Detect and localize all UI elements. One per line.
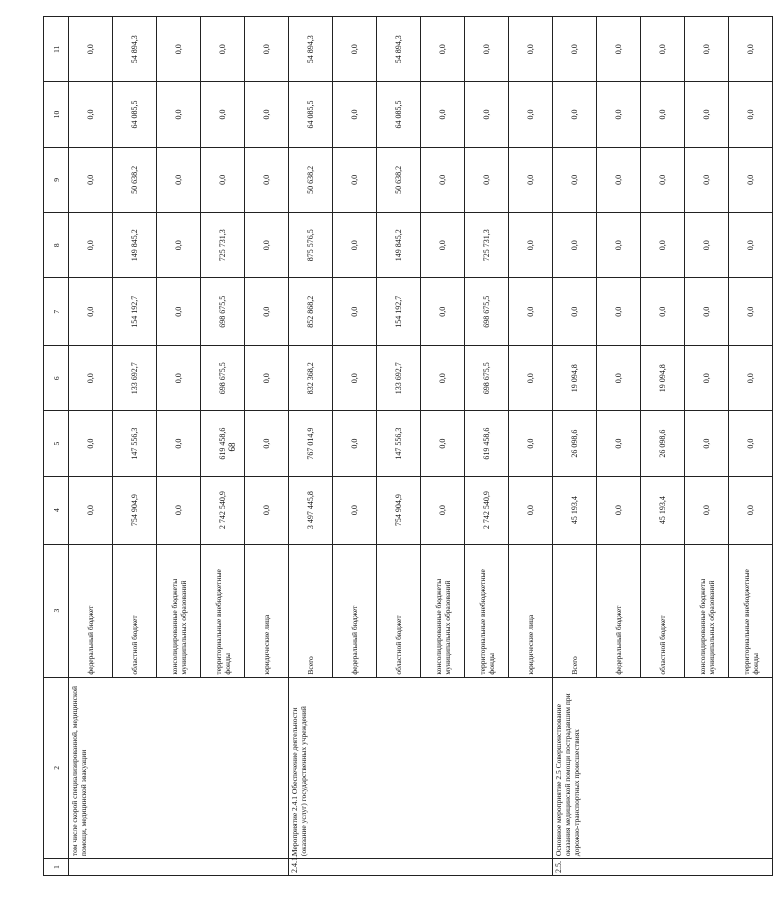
value-cell: 133 692,7	[377, 346, 421, 411]
value-cell: 0,0	[597, 213, 641, 278]
value-cell: 0,0	[245, 147, 289, 212]
value-cell: 0,0	[245, 82, 289, 147]
value-cell: 50 638,2	[113, 147, 157, 212]
value-cell: 0,0	[729, 278, 773, 346]
value-cell: 0,0	[201, 82, 245, 147]
value-cell: 0,0	[509, 476, 553, 544]
header-cell: 6	[44, 346, 69, 411]
value-cell: 0,0	[69, 147, 113, 212]
value-cell: 0,0	[685, 346, 729, 411]
value-cell: 26 098,6	[641, 411, 685, 476]
value-cell: 0,0	[553, 213, 597, 278]
value-cell: 0,0	[333, 476, 377, 544]
table-body	[69, 17, 773, 876]
value-cell: 698 675,5	[201, 346, 245, 411]
value-cell: 0,0	[201, 17, 245, 82]
value-cell: 147 556,3	[377, 411, 421, 476]
header-cell: 10	[44, 82, 69, 147]
value-cell: 0,0	[157, 147, 201, 212]
value-cell: 0,0	[597, 17, 641, 82]
value-cell: 0,0	[597, 411, 641, 476]
header-cell: 8	[44, 213, 69, 278]
value-cell: 0,0	[553, 278, 597, 346]
value-cell: 754 904,9	[113, 476, 157, 544]
value-cell: 725 731,3	[465, 213, 509, 278]
value-cell: 0,0	[157, 411, 201, 476]
value-cell: 45 193,4	[553, 476, 597, 544]
value-cell: 0,0	[333, 17, 377, 82]
value-cell: 0,0	[421, 278, 465, 346]
value-cell: 0,0	[157, 17, 201, 82]
value-cell: 0,0	[201, 147, 245, 212]
value-cell: 725 731,3	[201, 213, 245, 278]
funding-source: Всего	[553, 544, 597, 677]
value-cell: 698 675,5	[465, 346, 509, 411]
value-cell: 0,0	[641, 147, 685, 212]
value-cell: 0,0	[553, 147, 597, 212]
value-cell: 2 742 540,9	[201, 476, 245, 544]
value-cell: 0,0	[685, 213, 729, 278]
value-cell: 50 638,2	[289, 147, 333, 212]
funding-source: юридические лица	[245, 544, 289, 677]
value-cell: 0,0	[729, 411, 773, 476]
value-cell: 0,0	[465, 17, 509, 82]
value-cell: 698 675,5	[201, 278, 245, 346]
value-cell: 19 094,8	[553, 346, 597, 411]
value-cell: 0,0	[245, 17, 289, 82]
value-cell: 0,0	[509, 82, 553, 147]
value-cell: 50 638,2	[377, 147, 421, 212]
value-cell: 852 868,2	[289, 278, 333, 346]
value-cell: 0,0	[421, 476, 465, 544]
value-cell: 0,0	[685, 147, 729, 212]
row-code: 2.4.1.	[289, 859, 553, 876]
value-cell: 0,0	[685, 278, 729, 346]
value-cell: 0,0	[729, 82, 773, 147]
value-cell: 0,0	[245, 213, 289, 278]
value-cell: 0,0	[69, 476, 113, 544]
funding-source: юридические лица	[509, 544, 553, 677]
value-cell: 147 556,3	[113, 411, 157, 476]
header-row	[44, 17, 69, 876]
value-cell: 0,0	[597, 82, 641, 147]
header-cell: 7	[44, 278, 69, 346]
value-cell: 54 894,3	[113, 17, 157, 82]
value-cell: 0,0	[157, 213, 201, 278]
value-cell: 0,0	[245, 346, 289, 411]
value-cell: 0,0	[245, 411, 289, 476]
value-cell: 0,0	[333, 82, 377, 147]
value-cell: 0,0	[69, 346, 113, 411]
value-cell: 0,0	[729, 213, 773, 278]
value-cell: 0,0	[509, 346, 553, 411]
value-cell: 0,0	[157, 82, 201, 147]
funding-source: консолидированные бюджеты муниципальных образований	[421, 544, 465, 677]
value-cell: 0,0	[641, 17, 685, 82]
row-code	[69, 859, 289, 876]
value-cell: 0,0	[69, 278, 113, 346]
value-cell: 0,0	[685, 82, 729, 147]
value-cell: 0,0	[157, 476, 201, 544]
funding-source: областной бюджет	[377, 544, 421, 677]
header-cell: 11	[44, 17, 69, 82]
value-cell: 0,0	[333, 147, 377, 212]
rotated-page-content	[43, 16, 760, 876]
value-cell: 0,0	[333, 278, 377, 346]
header-cell: 9	[44, 147, 69, 212]
value-cell: 0,0	[421, 213, 465, 278]
header-cell: 5	[44, 411, 69, 476]
value-cell: 0,0	[333, 346, 377, 411]
value-cell: 0,0	[69, 213, 113, 278]
value-cell: 0,0	[69, 82, 113, 147]
value-cell: 0,0	[729, 17, 773, 82]
value-cell: 149 845,2	[113, 213, 157, 278]
value-cell: 0,0	[729, 346, 773, 411]
value-cell: 0,0	[465, 82, 509, 147]
value-cell: 0,0	[69, 411, 113, 476]
funding-source: федеральный бюджет	[69, 544, 113, 677]
value-cell: 0,0	[333, 411, 377, 476]
funding-source: федеральный бюджет	[333, 544, 377, 677]
value-cell: 0,0	[509, 278, 553, 346]
value-cell: 0,0	[421, 411, 465, 476]
value-cell: 133 692,7	[113, 346, 157, 411]
value-cell: 0,0	[597, 147, 641, 212]
value-cell: 64 085,5	[289, 82, 333, 147]
value-cell: 0,0	[421, 17, 465, 82]
value-cell: 0,0	[465, 147, 509, 212]
page-number: 68	[227, 442, 237, 452]
funding-source: консолидированные бюджеты муниципальных образований	[157, 544, 201, 677]
value-cell: 0,0	[597, 346, 641, 411]
funding-source: областной бюджет	[641, 544, 685, 677]
header-cell: 3	[44, 544, 69, 677]
value-cell: 64 085,5	[113, 82, 157, 147]
value-cell: 0,0	[509, 17, 553, 82]
value-cell: 0,0	[69, 17, 113, 82]
value-cell: 45 193,4	[641, 476, 685, 544]
value-cell: 154 192,7	[113, 278, 157, 346]
value-cell: 0,0	[729, 476, 773, 544]
funding-source: консолидированные бюджеты муниципальных образований	[685, 544, 729, 677]
value-cell: 0,0	[157, 346, 201, 411]
value-cell: 0,0	[421, 82, 465, 147]
value-cell: 0,0	[157, 278, 201, 346]
value-cell: 0,0	[641, 278, 685, 346]
activity-name: Мероприятие 2.4.1 Обеспечение деятельности (оказание услуг) государственных учреждений	[289, 677, 553, 858]
activity-name: том числе скорой специализированной, медицинской помощи, медицинской эвакуации	[69, 677, 289, 858]
value-cell: 0,0	[685, 411, 729, 476]
value-cell: 0,0	[509, 147, 553, 212]
table-row	[69, 17, 113, 876]
value-cell: 0,0	[509, 411, 553, 476]
funding-source: территориальные внебюджетные фонды	[201, 544, 245, 677]
funding-source: Всего	[289, 544, 333, 677]
value-cell: 54 894,3	[377, 17, 421, 82]
value-cell: 0,0	[421, 346, 465, 411]
financing-table	[43, 16, 773, 876]
value-cell: 0,0	[597, 476, 641, 544]
value-cell: 0,0	[685, 476, 729, 544]
value-cell: 0,0	[597, 278, 641, 346]
header-cell: 1	[44, 859, 69, 876]
value-cell: 2 742 540,9	[465, 476, 509, 544]
value-cell: 149 845,2	[377, 213, 421, 278]
value-cell: 0,0	[641, 82, 685, 147]
value-cell: 619 458,6	[465, 411, 509, 476]
value-cell: 0,0	[421, 147, 465, 212]
header-cell: 2	[44, 677, 69, 858]
value-cell: 54 894,3	[289, 17, 333, 82]
value-cell: 19 094,8	[641, 346, 685, 411]
activity-name: Основное мероприятие 2.5 Совершенствование оказания медицинской помощи пострадавшим при дорожно-транспортных происшествиях	[553, 677, 773, 858]
table-row	[553, 17, 597, 876]
funding-source: территориальные внебюджетные фонды	[729, 544, 773, 677]
value-cell: 767 014,9	[289, 411, 333, 476]
value-cell: 64 085,5	[377, 82, 421, 147]
value-cell: 0,0	[333, 213, 377, 278]
table-row	[289, 17, 333, 876]
value-cell: 154 192,7	[377, 278, 421, 346]
value-cell: 875 576,5	[289, 213, 333, 278]
value-cell: 698 675,5	[465, 278, 509, 346]
value-cell: 26 098,6	[553, 411, 597, 476]
value-cell: 0,0	[553, 82, 597, 147]
value-cell: 754 904,9	[377, 476, 421, 544]
funding-source: областной бюджет	[113, 544, 157, 677]
funding-source: федеральный бюджет	[597, 544, 641, 677]
value-cell: 0,0	[685, 17, 729, 82]
funding-source: территориальные внебюджетные фонды	[465, 544, 509, 677]
value-cell: 3 497 445,8	[289, 476, 333, 544]
value-cell: 0,0	[245, 278, 289, 346]
value-cell: 619 458,6	[201, 411, 245, 476]
header-cell: 4	[44, 476, 69, 544]
value-cell: 0,0	[641, 213, 685, 278]
value-cell: 0,0	[729, 147, 773, 212]
value-cell: 832 368,2	[289, 346, 333, 411]
value-cell: 0,0	[553, 17, 597, 82]
value-cell: 0,0	[245, 476, 289, 544]
row-code: 2.5.	[553, 859, 773, 876]
value-cell: 0,0	[509, 213, 553, 278]
